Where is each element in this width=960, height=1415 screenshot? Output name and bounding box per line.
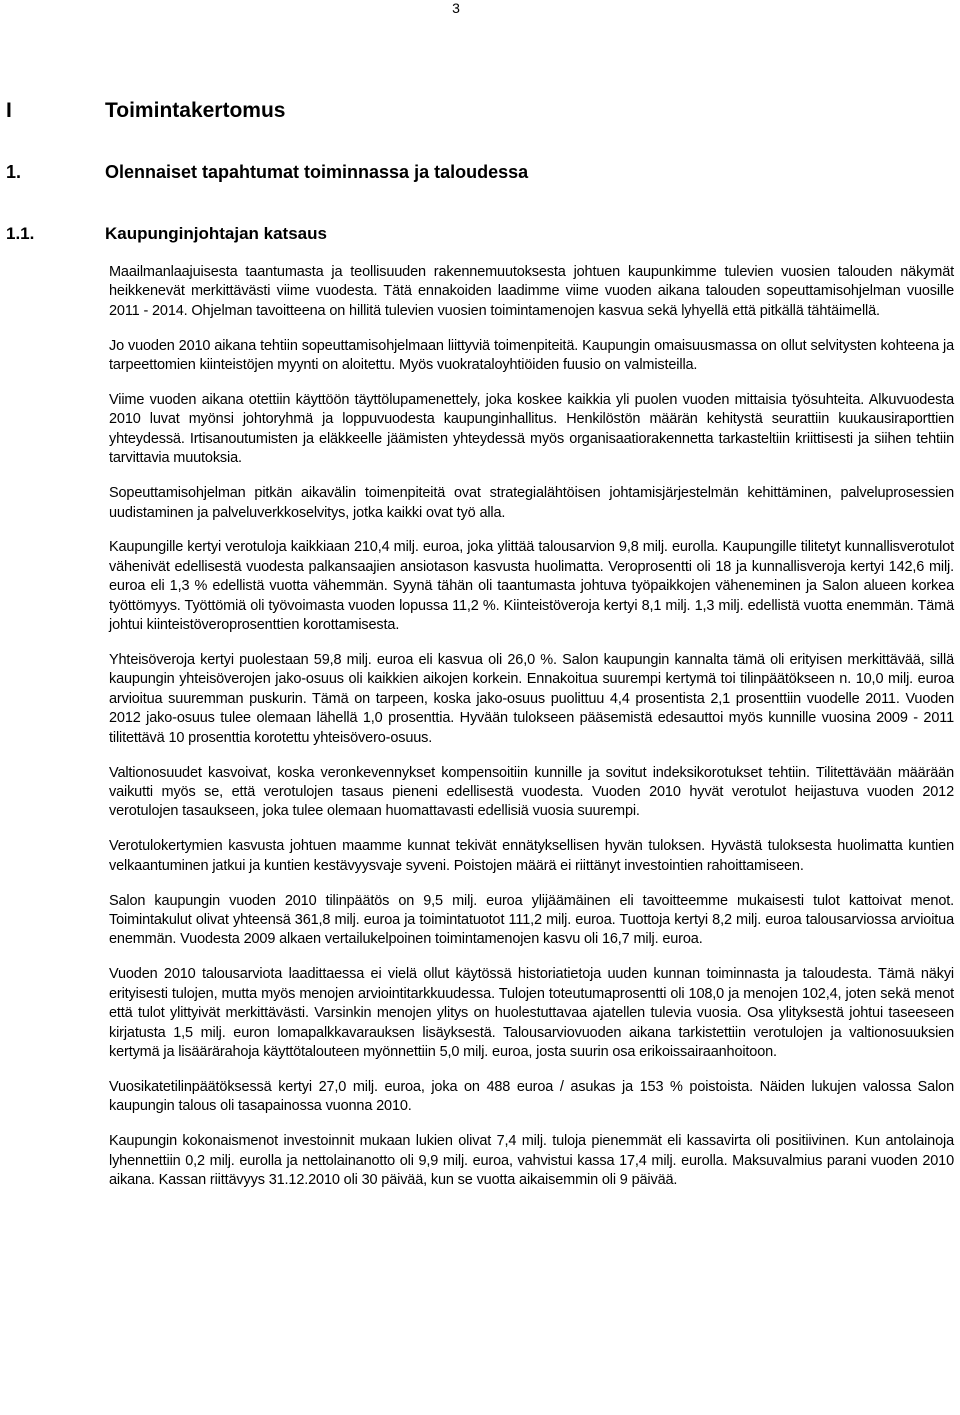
paragraph: Kaupungin kokonaismenot investoinnit mukaan lukien olivat 7,4 milj. tuloja pienemmät eli kassavirta oli positiivinen. Kun antolainoja lyhennettiin 0,2 milj. eurolla ja nettolainanotto oli 9,9 milj. euroa, vahvistui kassa 17,4 milj. eurolla. Maksuvalmius parani vuoden 2010 aikana. Kassan riittävyys 31.12.2010 oli 30 päivää, kun se vuotta aikaisemmin oli 9 päivää. <box>109 1133 954 1188</box>
paragraph: Salon kaupungin vuoden 2010 tilinpäätös on 9,5 milj. euroa ylijäämäinen eli tavoitteemme mukaisesti tulot kattoivat menot. Toimintakulut olivat yhteensä 361,8 milj. euroa ja toimintatuotot 111,2 milj. euroa. Tuottoja kertyi 8,2 milj. euroa talousarviossa arvioitua enemmän. Vuodesta 2009 alkaen vertailukelpoinen toimintamenojen kasvu oli 16,7 milj. euroa. <box>109 892 954 948</box>
chapter-number: I <box>6 99 12 122</box>
subsection-title: Kaupunginjohtajan katsaus <box>105 224 327 243</box>
section-number: 1. <box>6 162 22 182</box>
paragraph: Viime vuoden aikana otettiin käyttöön täyttölupamenettely, joka koskee kaikkia yli puolen vuoden mittaisia työsuhteita. Alkuvuodesta 2010 luvat myönsi johtoryhmä ja loppuvuodesta kaupunginhallitus. Henkilöstön määrän kehitystä seurattiin kuukausiraporttien yhteydessä. Irtisanoutumisten ja eläkkeelle jäämisten yhteydessä myös organisaatiorakennetta tarkasteltiin kriittisesti ja siihen tehtiin tarvittavia muutoksia. <box>109 392 954 467</box>
paragraph: Kaupungille kertyi verotuloja kaikkiaan 210,4 milj. euroa, joka ylittää talousarvion 9,8 milj. eurolla. Kaupungille tilitetyt kunnallisverotulot vähenivät edellisestä vuodesta palkansaajien ansiotason kasvusta huolimatta. Veroprosentti oli 18 ja kunnallisveroja kertyi 142,6 milj. euroa eli 1,3 % edellistä vuotta vähemmän. Syynä tähän oli taantumasta johtuva työpaikkojen väheneminen ja Salon alueen korkea työttömyys. Työttömiä oli työvoimasta vuoden lopussa 11,2 %. Kiinteistöveroja kertyi 8,1 milj. 1,3 milj. edellistä vuotta enemmän. Tämä johtui kiinteistöveroprosenttien korottamisesta. <box>109 539 954 634</box>
subsection-number: 1.1. <box>6 224 35 243</box>
paragraph: Verotulokertymien kasvusta johtuen maamme kunnat tekivät ennätyksellisen hyvän tuloksen. Hyvästä tuloksesta huolimatta kuntien velkaantuminen jatkui ja kuntien kestävyysvaje syveni. Poistojen määrä ei riittänyt investointien rahoittamiseen. <box>109 838 954 874</box>
section-title: Olennaiset tapahtumat toiminnassa ja taloudessa <box>105 162 529 182</box>
paragraph: Vuosikatetilinpäätöksessä kertyi 27,0 milj. euroa, joka on 488 euroa / asukas ja 153 % poistoista. Näiden lukujen valossa Salon kaupungin talous oli tasapainossa vuonna 2010. <box>109 1078 954 1115</box>
paragraph: Vuoden 2010 talousarviota laadittaessa ei vielä ollut käytössä historiatietoja uuden kunnan toiminnasta ja taloudesta. Tämä näkyi erityisesti tulojen, mutta myös menojen arviointitarkkuudessa. Tulojen toteutumaprosentti oli 108,0 ja menojen 102,4, joten sekä menot että tulot ylittyivät merkittävästi. Varsinkin menojen ylitys on huolestuttavaa ajatellen tulevia vuosia. Osa ylityksestä johtui taseeseen kirjatusta 1,5 milj. euron lomapalkkavarauksen lisäyksestä. Talousarviovuoden aikana tarkistettiin verotulojen ja valtionosuuksien kertymä ja lisäärärahoja käyttötalouteen myönnettiin 5,0 milj. euroa, josta suurin osa erikoissairaanhoitoon. <box>109 966 954 1060</box>
chapter-title: Toimintakertomus <box>105 99 286 122</box>
paragraph: Valtionosuudet kasvoivat, koska veronkevennykset kompensoitiin kunnille ja sovitut indeksikorotukset tehtiin. Tilitettävään määrään vaikutti myös se, että verotulojen tasaus pieneni edellisestä vuodesta. Vuoden 2010 hyvät verotulot heijastuva vuoden 2012 verotulojen tasaukseen, joka tulee olemaan huomattavasti edellisiä vuosia suurempi. <box>109 764 954 820</box>
paragraph: Sopeuttamisohjelman pitkän aikavälin toimenpiteitä ovat strategialähtöisen johtamisjärjestelmän kehittäminen, palveluprosessien uudistaminen ja palveluverkkoselvitys, jotka kaikki ovat työ alla. <box>109 485 954 521</box>
paragraph: Yhteisöveroja kertyi puolestaan 59,8 milj. euroa eli kasvua oli 26,0 %. Salon kaupungin kannalta tämä oli erityisen merkittävää, sillä kaupungin yhteisöverojen jako-osuus oli kaikkien aikojen korkein. Ennakoitua suurempi kertymä toi tilinpäätökseen n. 10,0 milj. euroa arvioitua suuremman puskurin. Tämä on tarpeen, koska jako-osuus puolittuu 4,4 prosentista 2,1 prosenttiin vuodelle 2011. Vuoden 2012 jako-osuus tulee olemaan lähellä 1,0 prosenttia. Hyvään tulokseen pääsemistä edesauttoi myös kunnille vuosina 2009 - 2011 tilitettävä 10 prosenttia korotettu yhteisövero-osuus. <box>109 652 954 746</box>
paragraph: Jo vuoden 2010 aikana tehtiin sopeuttamisohjelmaan liittyviä toimenpiteitä. Kaupungin omaisuusmassa on ollut selvitysten kohteena ja tarpeettomien kiinteistöjen myynti on aloitettu. Myös vuokrataloyhtiöiden fuusio on valmisteilla. <box>109 337 954 374</box>
paragraph: Maailmanlaajuisesta taantumasta ja teollisuuden rakennemuutoksesta johtuen kaupunkimme tulevien vuosien talouden näkymät heikkenevät merkittävästi viime vuodesta. Tätä ennakoiden laadimme viime vuoden aikana talouden sopeuttamisohjelman vuosille 2011 - 2014. Ohjelman tavoitteena on hillitä tulevien vuosien toimintamenojen kasvua sekä lyhyellä että pitkällä tähtäimellä. <box>109 264 954 319</box>
body-text <box>109 263 954 1206</box>
page-number: 3 <box>452 0 460 16</box>
